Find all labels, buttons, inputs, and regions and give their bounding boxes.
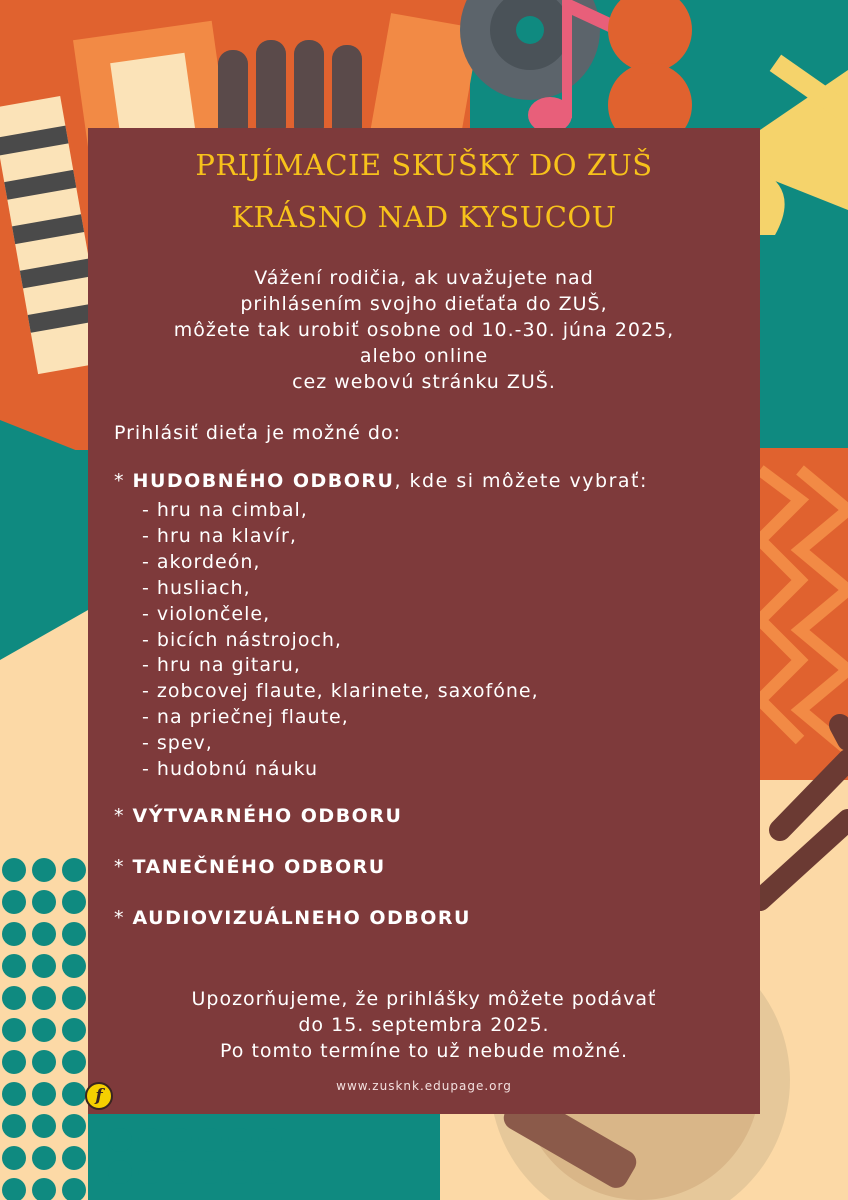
list-item: - hudobnú náuku [142,758,319,781]
dance-department [114,856,386,878]
notice-line: Po tomto termíne to už nebude možné. [220,1040,628,1062]
list-item: - bicích nástrojoch, [142,628,342,651]
list-item: - husliach, [142,576,251,599]
department-name: AUDIOVIZUÁLNEHO ODBORU [132,907,471,929]
art-department [114,805,402,827]
list-item: - hru na klavír, [142,524,297,547]
bullet: * [114,907,133,929]
website-link[interactable]: www.zusknk.edupage.org [336,1079,512,1093]
intro-line: alebo online [359,345,489,367]
notice-line: do 15. septembra 2025. [298,1014,550,1036]
bullet: * [114,856,133,878]
list-item: - hru na cimbal, [142,499,308,521]
intro-line: môžete tak urobiť osobne od 10.-30. júna 2025, [173,319,675,341]
list-item: - violončele, [142,602,271,625]
list-item: - hru na gitaru, [142,654,301,677]
title-line-2: KRÁSNO NAD KYSUCOU [231,200,617,234]
music-department [114,470,648,492]
intro-line: prihlásením svojho dieťaťa do ZUŠ, [240,293,608,315]
deadline-notice [88,986,760,1064]
department-suffix: , kde si môžete vybrať: [394,470,648,492]
instrument-list [142,498,539,783]
audiovisual-department [114,907,471,929]
list-item: - akordeón, [142,550,261,573]
facebook-icon[interactable]: f [85,1082,113,1110]
bullet: * [114,470,133,492]
department-name: HUDOBNÉHO ODBORU [132,470,395,492]
notice-line: Upozorňujeme, že prihlášky môžete podávať [191,988,657,1010]
title-line-1: PRIJÍMACIE SKUŠKY DO ZUŠ [195,148,653,182]
list-item: - na priečnej flaute, [142,706,349,729]
intro-line: cez webovú stránku ZUŠ. [292,371,556,393]
intro-text [88,265,760,395]
lead-text: Prihlásiť dieťa je možné do: [114,422,401,444]
department-name: TANEČNÉHO ODBORU [132,856,386,878]
bullet: * [114,805,133,827]
intro-line: Vážení rodičia, ak uvažujete nad [254,267,594,289]
department-name: VÝTVARNÉHO ODBORU [132,805,403,827]
announcement-panel [88,128,760,1114]
list-item: - spev, [142,732,213,755]
list-item: - zobcovej flaute, klarinete, saxofóne, [142,680,539,703]
